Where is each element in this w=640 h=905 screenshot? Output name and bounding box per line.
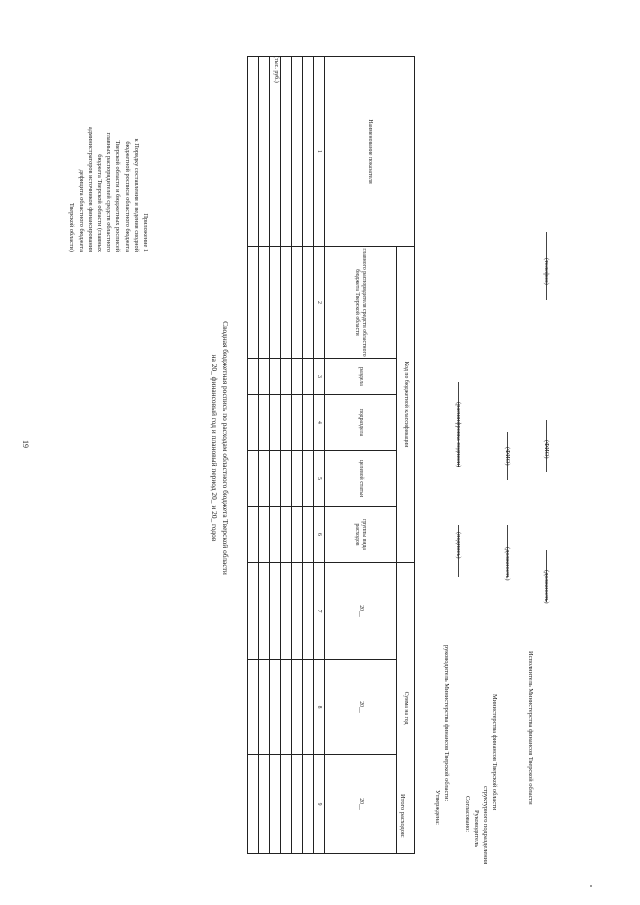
header-grbs: главного распорядителя средств областного бюджета Тверской области [325,247,397,359]
struct-unit-label: структурного подразделения [482,786,489,865]
appendix-line: к Порядку составления и ведения сводной [132,138,140,252]
col-number: 9 [314,755,325,854]
head-label: Руководитель [473,810,480,848]
signature-hint: (подпись) [455,532,462,559]
minfin-label: Министерства финансов Тверской области [491,694,498,811]
table-row [303,57,314,854]
table-row [248,57,259,854]
header-year2: 20__ [325,660,397,755]
header-razdel: раздела [325,359,397,395]
table-row [259,57,270,854]
decoding-hint: (расшифровка подписи) [455,402,462,468]
header-sum-group: Сумма на год [397,563,415,854]
appendix-line: Тверской области и бюджетных росписей [114,140,122,252]
executor-label: Исполнитель Министерства финансов Тверской области [527,651,534,805]
appendix-line: бюджетной росписи областного бюджета [123,141,131,252]
col-number: 7 [314,563,325,660]
header-year1: 20__ [325,563,397,660]
header-vr: группы вида расходов [325,507,397,563]
appendix-line: Тверской области) [68,202,76,252]
document-title [209,278,231,618]
budget-table [267,56,415,853]
appendix-block [67,32,150,252]
header-code-group: Код по бюджетной классификации [397,247,415,563]
fio-hint: (ФИО) [504,447,511,466]
head-minfin-label: руководитель Министерства финансов Тверской области: [443,645,450,802]
approved-label: Утверждена: [434,790,441,825]
col-number: 1 [314,57,325,247]
col-number: 2 [314,247,325,359]
table-row [281,57,292,854]
executor-position-hint: (должность) [543,570,550,604]
appendix-line: администраторов источников финансирования [86,126,94,252]
col-number: 6 [314,507,325,563]
header-target: целевой статьи [325,451,397,507]
col-number: 4 [314,395,325,451]
appendix-line: бюджета Тверской области (главных [95,154,103,252]
position-hint: (должность) [504,547,511,581]
header-podrazdel: подраздела [325,395,397,451]
header-name: Наименование показателя [325,57,415,247]
header-year3: 20__ [325,755,397,854]
col-number: 8 [314,660,325,755]
scan-speck [590,885,592,887]
unit-label: (тыс. руб.) [273,56,279,83]
agreed-label: Согласовано: [464,796,471,832]
appendix-line: главных распорядителей средств областного [105,132,113,252]
page-number: 19 [21,440,30,448]
appendix-line: Приложение 1 [142,213,149,252]
phone-hint: (телефон) [543,258,550,285]
col-number: 3 [314,359,325,395]
title-line: Сводная бюджетная роспись по расходам областного бюджета Тверской области [221,321,230,575]
appendix-line: дефицита областного бюджета [77,169,85,252]
title-line: на 20_ финансовый год и плановый период 20_ и 20_ годов [210,354,219,542]
col-number: 5 [314,451,325,507]
executor-fio-hint: (ФИО) [543,440,550,459]
table-row [292,57,303,854]
total-label: Итого расходов: [399,794,406,838]
table-row [270,57,281,854]
